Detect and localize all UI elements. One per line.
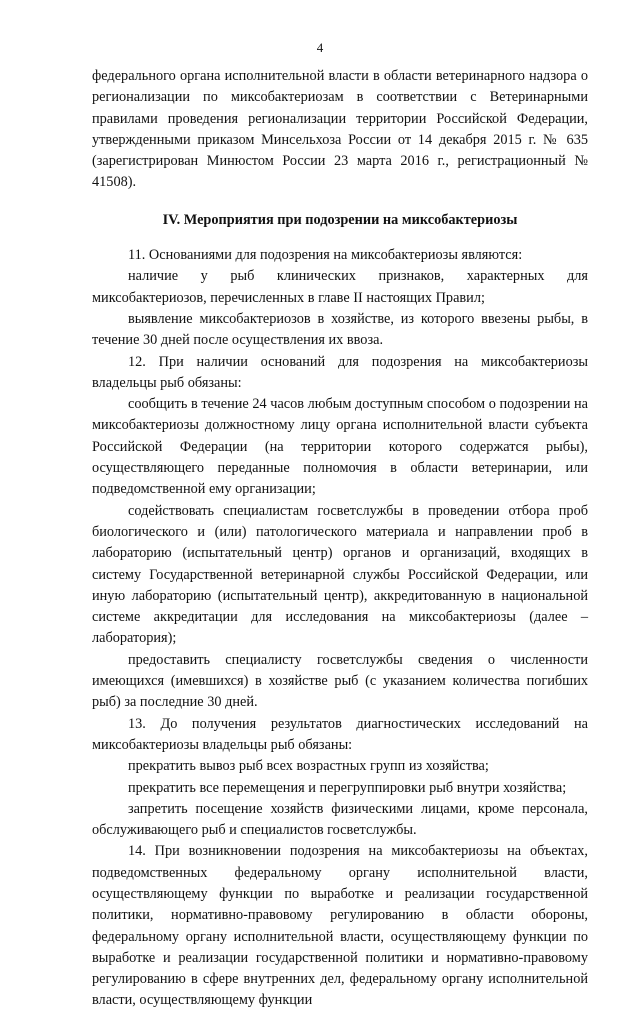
paragraph-12-item-1: сообщить в течение 24 часов любым доступным способом о подозрении на миксобактериозы должностному лицу органа исполнительной власти субъекта Российской Федерации (на территории которого содержатся рыбы), осуществляющего переданные полномочия в области ветеринарии, или подведомственной ему организации; (92, 396, 588, 498)
paragraph-11-item-2: выявление миксобактериозов в хозяйстве, из которого ввезены рыбы, в течение 30 дней после осуществления их ввоза. (92, 310, 588, 349)
paragraph-13-item-1: прекратить вывоз рыб всех возрастных групп из хозяйства; (128, 758, 489, 775)
paragraph-12-item-3: предоставить специалисту госветслужбы сведения о численности имеющихся (имевшихся) в хозяйстве рыб (с указанием количества погибших рыб) за последние 30 дней. (92, 651, 588, 711)
paragraph-13-item-2: прекратить все перемещения и перегруппировки рыб внутри хозяйства; (128, 779, 567, 796)
paragraph-14: 14. При возникновении подозрения на миксобактериозы на объектах, подведомственных федеральному органу исполнительной власти, осуществляющему функции по выработке и реализации государственной политики, нормативно-правовому регулированию в области обороны, федеральному органу исполнительной власти, осуществляющему функции по выработке и реализации государственной политики и нормативно-правовому регулированию в сфере внутренних дел, федеральному органу исполнительной власти, осуществляющему функции (92, 843, 588, 1009)
paragraph-12: 12. При наличии оснований для подозрения на миксобактериозы владельцы рыб обязаны: (92, 353, 588, 391)
paragraph-11-item-1: наличие у рыб клинических признаков, характерных для миксобактериозов, перечисленных в главе II настоящих Правил; (92, 268, 588, 306)
paragraph-12-item-2: содействовать специалистам госветслужбы в проведении отбора проб биологического и (или) патологического материала и направлении проб в лабораторию (испытательный центр) органов и организаций, входящих в систему Государственной ветеринарной службы Российской Федерации, или иную лабораторию (испытательный центр), аккредитованную в национальной системе аккредитации для исследования на миксобактериозы (далее – лаборатория); (92, 502, 588, 647)
document-body (92, 66, 588, 1012)
paragraph-continuation: федерального органа исполнительной власти в области ветеринарного надзора о регионализации по миксобактериозам в соответствии с Ветеринарными правилами проведения регионализации территории Российской Федерации, утвержденными приказом Минсельхоза России от 14 декабря 2015 г. № 635 (зарегистрирован Минюстом России 23 марта 2016 г., регистрационный № 41508). (92, 68, 588, 191)
paragraph-11: 11. Основаниями для подозрения на миксобактериозы являются: (128, 247, 523, 264)
page-number: 4 (316, 40, 324, 55)
paragraph-13: 13. До получения результатов диагностических исследований на миксобактериозы владельцы рыб обязаны: (92, 715, 588, 753)
paragraph-13-item-3: запретить посещение хозяйств физическими лицами, кроме персонала, обслуживающего рыб и специалистов госветслужбы. (92, 800, 588, 839)
section-heading: IV. Мероприятия при подозрении на миксобактериозы (162, 211, 518, 228)
